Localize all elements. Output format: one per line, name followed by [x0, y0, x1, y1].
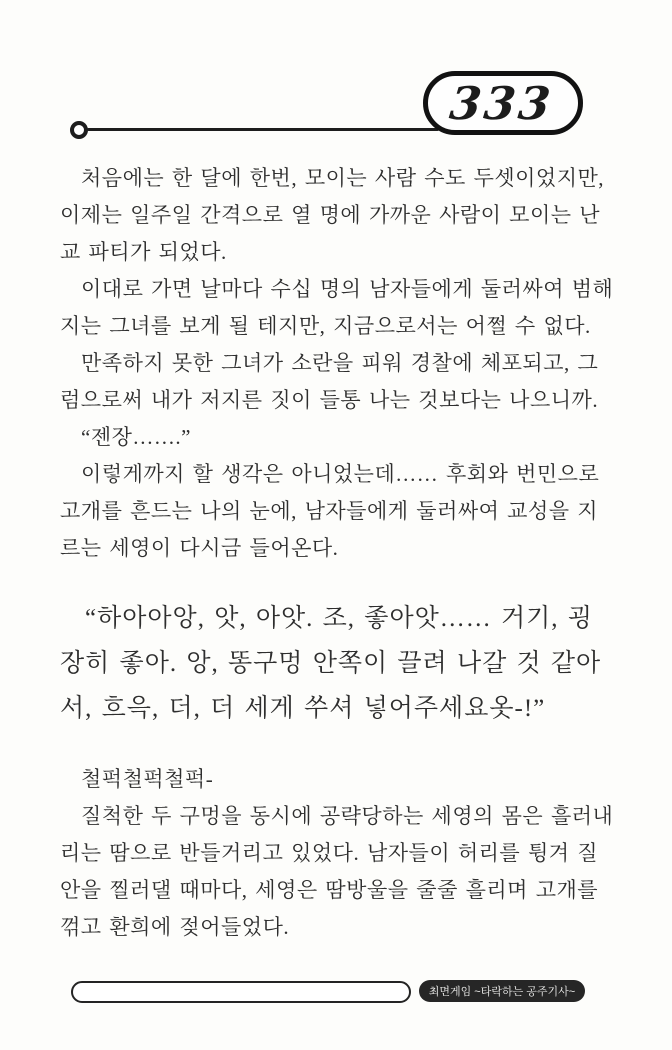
text-line: 꺾고 환희에 젖어들었다. — [60, 915, 290, 939]
text-line: 철퍽철퍽철퍽- — [81, 767, 214, 791]
text-line: 교 파티가 되었다. — [60, 240, 227, 264]
text-line: 만족하지 못한 그녀가 소란을 피워 경찰에 체포되고, 그 — [81, 351, 599, 375]
text-line: 질척한 두 구멍을 동시에 공략당하는 세영의 몸은 흘러내 — [81, 804, 614, 828]
text-line: “젠장…….” — [81, 425, 191, 449]
page-number: 333 — [446, 76, 556, 130]
text-line: 처음에는 한 달에 한번, 모이는 사람 수도 두셋이었지만, — [81, 166, 605, 190]
quote-line: 서, 흐윽, 더, 더 세게 쑤셔 넣어주세요옷-!” — [60, 695, 546, 722]
text-line: 이대로 가면 날마다 수십 명의 남자들에게 둘러싸여 범해 — [81, 277, 614, 301]
text-line: 럼으로써 내가 저지른 짓이 들통 나는 것보다는 나으니까. — [60, 388, 599, 412]
header-rule-end-circle-icon — [70, 121, 88, 139]
text-line: 리는 땀으로 반들거리고 있었다. 남자들이 허리를 튕겨 질 — [60, 841, 599, 865]
dialogue-quote — [60, 596, 620, 731]
header-rule — [87, 128, 439, 131]
text-line: 르는 세영이 다시금 들어온다. — [60, 536, 339, 560]
body-text — [60, 160, 620, 946]
text-line: 이제는 일주일 간격으로 열 명에 가까운 사람이 모이는 난 — [60, 203, 601, 227]
narration-section-1 — [60, 160, 620, 567]
quote-line: 장히 좋아. 앙, 똥구멍 안쪽이 끌려 나갈 것 같아 — [60, 650, 602, 677]
text-line: 이렇게까지 할 생각은 아니었는데…… 후회와 번민으로 — [81, 462, 600, 486]
text-line: 고개를 흔드는 나의 눈에, 남자들에게 둘러싸여 교성을 지 — [60, 499, 599, 523]
narration-section-2 — [60, 761, 620, 946]
page-number-badge — [423, 71, 583, 135]
quote-line: “하아아앙, 앗, 아앗. 조, 좋아앗…… 거기, 굉 — [85, 605, 593, 632]
text-line: 안을 찔러댈 때마다, 세영은 땀방울을 줄줄 흘리며 고개를 — [60, 878, 599, 902]
text-line: 지는 그녀를 보게 될 테지만, 지금으로서는 어쩔 수 없다. — [60, 314, 591, 338]
footer-pill — [71, 981, 411, 1003]
footer-series-title: 최면게임 ~타락하는 공주기사~ — [428, 986, 576, 998]
footer-series-badge — [419, 980, 585, 1002]
